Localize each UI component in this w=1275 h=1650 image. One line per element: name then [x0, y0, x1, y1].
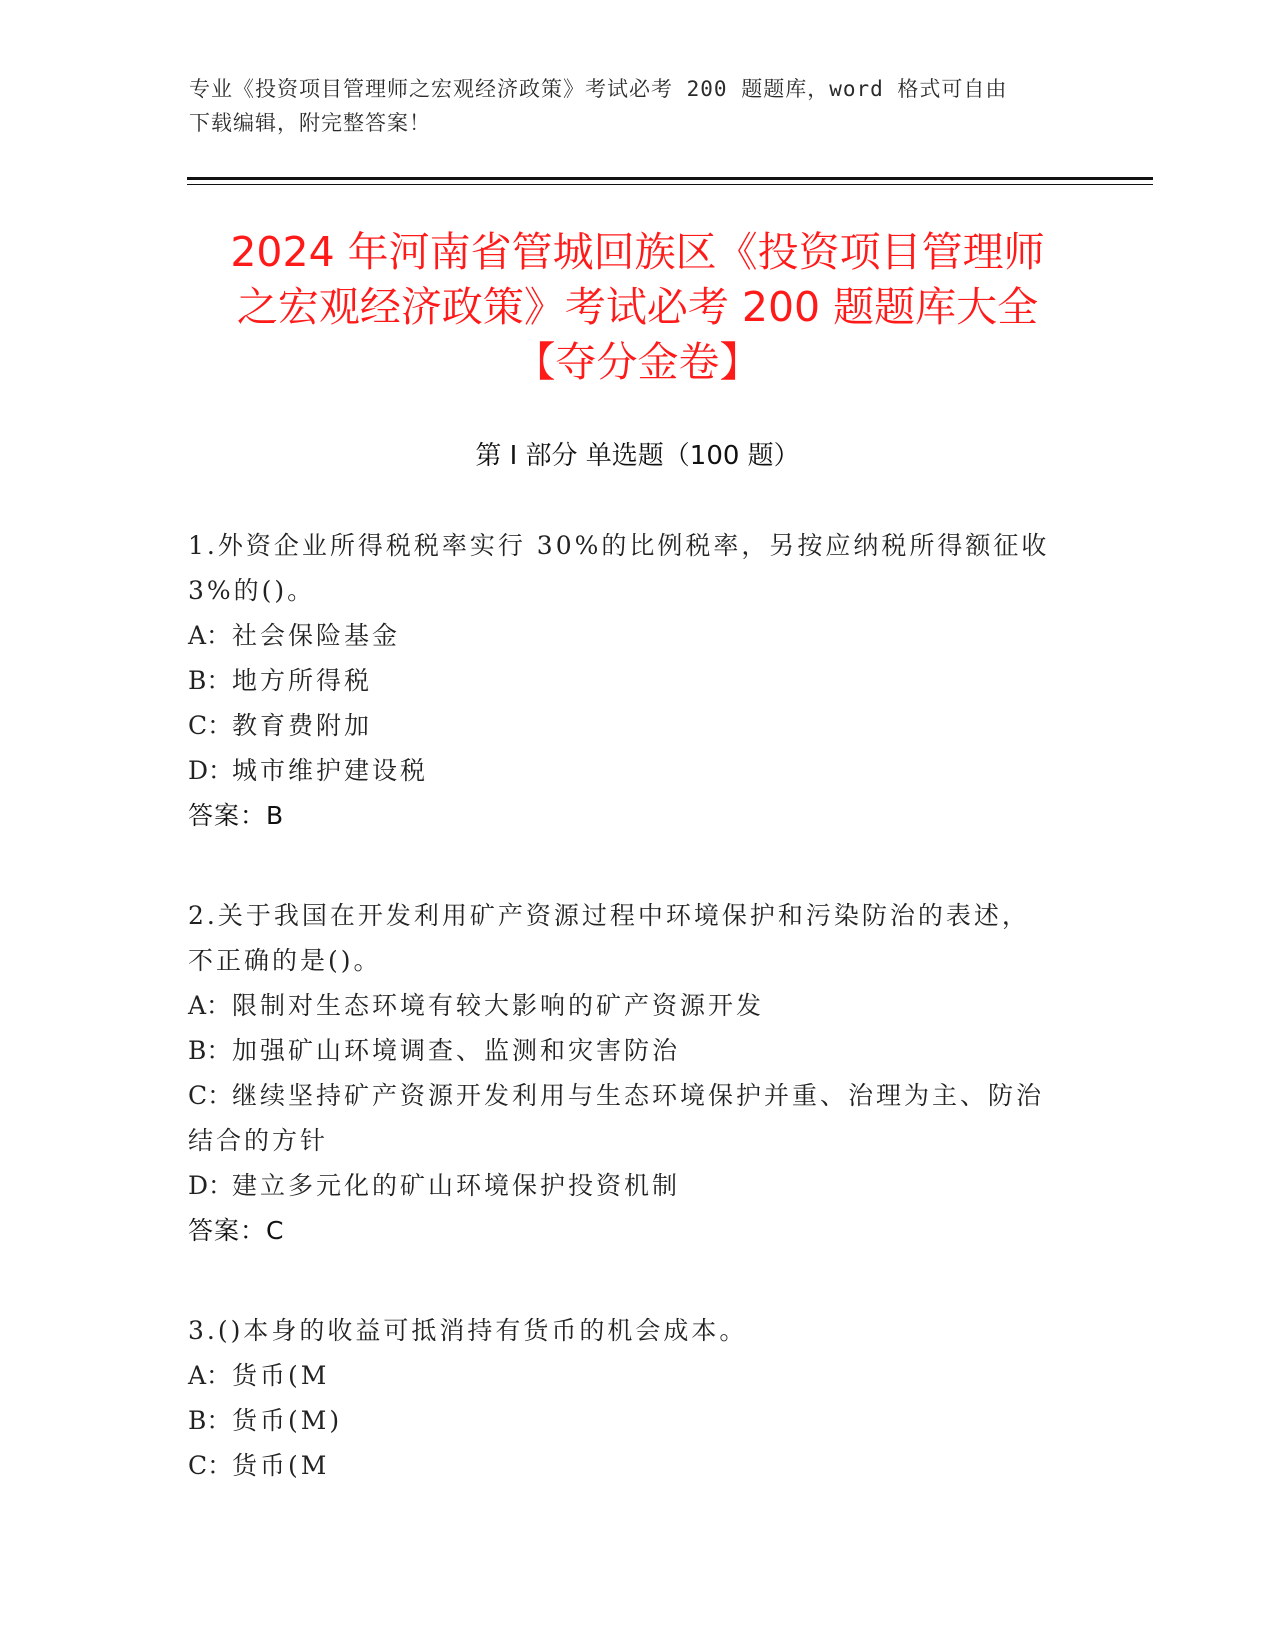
question-2-stem-line-1: 2.关于我国在开发利用矿产资源过程中环境保护和污染防治的表述，: [188, 901, 1030, 930]
option-text: 货币(M: [232, 1451, 330, 1480]
option-key: B：: [188, 666, 232, 695]
option-text: 继续坚持矿产资源开发利用与生态环境保护并重、治理为主、防治: [232, 1081, 1045, 1110]
question-2-option-d: [188, 1163, 1088, 1208]
option-key: D：: [188, 756, 234, 785]
document-title: [150, 225, 1125, 390]
option-text: 加强矿山环境调查、监测和灾害防治: [232, 1036, 681, 1065]
header-note: [189, 72, 1089, 140]
question-3-stem-line-1: 3.()本身的收益可抵消持有货币的机会成本。: [188, 1316, 748, 1345]
question-2-option-a: [188, 983, 1088, 1028]
question-1: [188, 523, 1088, 838]
option-key: C：: [188, 711, 233, 740]
option-text: 限制对生态环境有较大影响的矿产资源开发: [232, 991, 765, 1020]
header-rule-thin: [187, 184, 1153, 185]
question-3-option-c: [188, 1443, 1088, 1488]
option-key: A：: [188, 621, 232, 650]
option-text: 货币(M: [232, 1361, 330, 1390]
question-1-option-a: [188, 613, 1088, 658]
header-note-line-1: 专业《投资项目管理师之宏观经济政策》考试必考 200 题题库，word 格式可自由: [189, 77, 1008, 101]
option-key: A：: [188, 991, 232, 1020]
question-2: [188, 893, 1088, 1253]
question-3: [188, 1308, 1088, 1488]
option-text: 社会保险基金: [232, 621, 401, 650]
title-line-1: 2024 年河南省管城回族区《投资项目管理师: [230, 228, 1045, 276]
option-key: A：: [188, 1361, 232, 1390]
question-3-option-a: [188, 1353, 1088, 1398]
option-text: 教育费附加: [232, 711, 373, 740]
option-key: B：: [188, 1036, 232, 1065]
option-key: D：: [188, 1171, 234, 1200]
option-text: 货币(M): [232, 1406, 343, 1435]
question-1-option-c: [188, 703, 1088, 748]
option-text: 地方所得税: [232, 666, 373, 695]
title-line-2: 之宏观经济政策》考试必考 200 题题库大全: [236, 283, 1039, 331]
question-2-option-b: [188, 1028, 1088, 1073]
question-1-stem-line-1: 1.外资企业所得税税率实行 30%的比例税率，另按应纳税所得额征收: [188, 531, 1050, 560]
question-list: [188, 523, 1088, 1543]
title-line-3: 【夺分金卷】: [514, 338, 761, 386]
question-2-stem-line-2: 不正确的是()。: [188, 946, 382, 975]
question-3-option-b: [188, 1398, 1088, 1443]
question-1-option-d: [188, 748, 1088, 793]
option-text: 城市维护建设税: [232, 756, 429, 785]
option-text: 建立多元化的矿山环境保护投资机制: [232, 1171, 681, 1200]
section-heading: 第 I 部分 单选题（100 题）: [475, 441, 800, 471]
header-rule-thick: [187, 177, 1153, 180]
header-note-line-2: 下载编辑，附完整答案！: [189, 111, 431, 135]
question-1-answer: 答案：B: [188, 801, 285, 830]
question-2-answer: 答案：C: [188, 1216, 285, 1245]
question-2-option-c-continued: 结合的方针: [188, 1126, 329, 1155]
question-1-option-b: [188, 658, 1088, 703]
option-key: C：: [188, 1451, 233, 1480]
option-key: B：: [188, 1406, 232, 1435]
option-key: C：: [188, 1081, 233, 1110]
question-2-option-c: [188, 1073, 1088, 1118]
question-1-stem-line-2: 3%的()。: [188, 576, 316, 605]
